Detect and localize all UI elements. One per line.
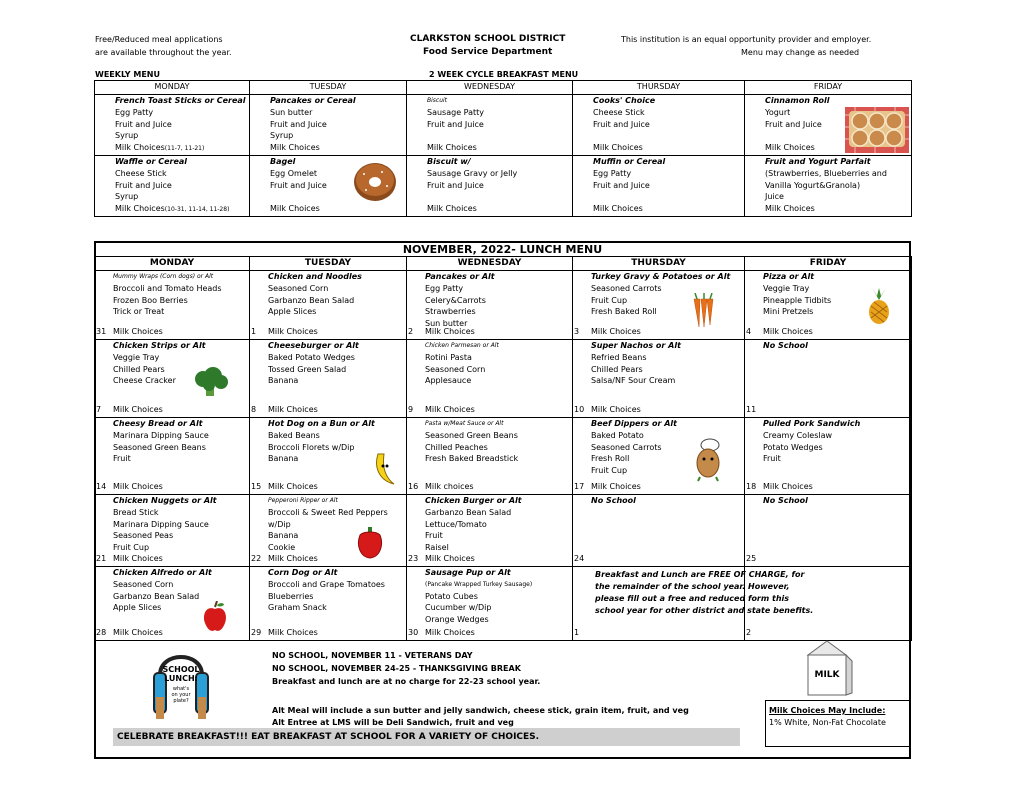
lunch-entree: Beef Dippers or Alt bbox=[591, 419, 677, 428]
lunch-item: Veggie Tray bbox=[113, 352, 160, 362]
bk-milk bbox=[407, 142, 572, 154]
lunch-item: Baked Beans bbox=[268, 430, 320, 440]
menu-change-note: Menu may change as needed bbox=[741, 48, 860, 57]
lunch-item: Fresh Baked Roll bbox=[591, 307, 657, 317]
lunch-item: Frozen Boo Berries bbox=[113, 295, 188, 305]
lunch-day-cell bbox=[745, 418, 912, 495]
note-no-charge: Breakfast and lunch are at no charge for 22-23 school year. bbox=[272, 677, 541, 686]
bk-milk bbox=[250, 203, 406, 215]
lunch-item: Fruit Cup bbox=[591, 466, 628, 476]
lunch-date-number: 18 bbox=[746, 482, 757, 492]
lunch-item: Seasoned Corn bbox=[268, 283, 329, 293]
cinnamon-roll-image bbox=[845, 107, 909, 153]
lunch-date-number: 7 bbox=[96, 405, 102, 415]
lunch-week-row bbox=[95, 495, 912, 567]
milk-carton-image bbox=[800, 639, 854, 697]
lunch-date-number: 23 bbox=[408, 554, 419, 564]
lunch-entree: Super Nachos or Alt bbox=[591, 341, 681, 350]
lunch-day-cell bbox=[745, 340, 912, 418]
lunch-item: Cookie bbox=[268, 543, 296, 553]
bk-item: Egg Patty bbox=[115, 107, 154, 117]
lunch-day-cell bbox=[95, 495, 250, 567]
bk-item-title: Cinnamon Roll bbox=[765, 96, 830, 105]
lunch-entree: Chicken Alfredo or Alt bbox=[113, 568, 212, 577]
bk-item-title: Biscuit bbox=[427, 97, 448, 104]
note-veterans: NO SCHOOL, NOVEMBER 11 - VETERANS DAY bbox=[272, 651, 473, 660]
bk-item: Yogurt bbox=[765, 107, 791, 117]
bk-week1-cell-2 bbox=[407, 95, 573, 156]
bk-week1-cell-0 bbox=[95, 95, 250, 156]
lunch-item: Seasoned Peas bbox=[113, 531, 174, 541]
milk-carton-label: MILK bbox=[814, 670, 840, 680]
ln-day-tue: TUESDAY bbox=[250, 257, 407, 271]
lunch-date-number: 15 bbox=[251, 482, 262, 492]
lunch-date-number: 14 bbox=[96, 482, 107, 492]
lunch-item: Sun butter bbox=[425, 319, 468, 329]
bk-item-title: Bagel bbox=[270, 156, 296, 166]
bk-week2-cell-3 bbox=[573, 155, 745, 216]
lunch-item: Egg Patty bbox=[425, 283, 464, 293]
bk-item bbox=[407, 191, 572, 203]
bk-milk bbox=[250, 142, 406, 154]
school-lunch-logo bbox=[150, 645, 212, 727]
lunch-entree: Chicken Parmesan or Alt bbox=[425, 342, 499, 349]
bk-milk-dates: (10-31, 11-14, 11-28) bbox=[164, 206, 230, 214]
bk-item: Fruit and Juice bbox=[270, 180, 327, 190]
bk-item: Juice bbox=[765, 192, 784, 202]
bk-item: Fruit and Juice bbox=[765, 119, 822, 129]
bk-milk-label: Milk Choices bbox=[270, 143, 320, 153]
bk-week1-cell-3 bbox=[573, 95, 745, 156]
bk-day-fri: FRIDAY bbox=[745, 81, 912, 95]
lunch-item: Baked Potato bbox=[591, 430, 644, 440]
lunch-milk: Milk Choices bbox=[425, 628, 475, 638]
lunch-item: Baked Potato Wedges bbox=[268, 352, 355, 362]
logo-text-plate: plate? bbox=[173, 698, 189, 704]
lunch-item: Fruit bbox=[425, 531, 443, 541]
milk-choices-text: 1% White, Non-Fat Chocolate bbox=[769, 718, 886, 727]
lunch-item: Fruit bbox=[763, 454, 781, 464]
broccoli-image bbox=[193, 367, 229, 397]
lunch-item: Garbanzo Bean Salad bbox=[113, 591, 200, 601]
lunch-day-cell bbox=[407, 340, 573, 418]
bk-item: Syrup bbox=[270, 131, 294, 141]
bk-item: Fruit and Juice bbox=[593, 119, 650, 129]
alt-entree-note: Alt Entree at LMS will be Deli Sandwich, fruit and veg bbox=[272, 718, 514, 727]
lunch-milk: Milk Choices bbox=[113, 327, 163, 337]
lunch-week-row bbox=[95, 271, 912, 340]
lunch-day-cell bbox=[95, 418, 250, 495]
ln-day-thu: THURSDAY bbox=[573, 257, 745, 271]
lunch-entree: Chicken Nuggets or Alt bbox=[113, 496, 217, 505]
bk-item: Fruit and Juice bbox=[427, 180, 484, 190]
lunch-day-cell bbox=[407, 495, 573, 567]
lunch-item: Cheese Cracker bbox=[113, 376, 176, 386]
free-reduced-line1: Free/Reduced meal applications bbox=[95, 35, 223, 44]
lunch-item: Fresh Baked Breadstick bbox=[425, 454, 519, 464]
apple-image bbox=[202, 601, 228, 633]
bk-milk-label: Milk Choices bbox=[427, 204, 477, 214]
logo-text-whats: what's bbox=[172, 686, 190, 692]
bk-item: Cheese Stick bbox=[115, 168, 167, 178]
lunch-item: Trick or Treat bbox=[113, 307, 165, 317]
free-reduced-line2: are available throughout the year. bbox=[95, 48, 232, 57]
bk-item: Syrup bbox=[115, 192, 139, 202]
lunch-milk: Milk Choices bbox=[763, 482, 813, 492]
lunch-day-cell bbox=[573, 495, 745, 567]
lunch-milk: Milk Choices bbox=[763, 327, 813, 337]
lunch-week-row bbox=[95, 418, 912, 495]
lunch-entree: Chicken Strips or Alt bbox=[113, 341, 206, 350]
lunch-date-number: 16 bbox=[408, 482, 419, 492]
lunch-day-cell bbox=[407, 271, 573, 340]
bk-item-title: Biscuit w/ bbox=[427, 156, 471, 166]
lunch-item: Veggie Tray bbox=[763, 283, 810, 293]
lunch-item: Bread Stick bbox=[113, 507, 159, 517]
bk-item-title: Muffin or Cereal bbox=[593, 156, 666, 166]
pineapple-image bbox=[866, 288, 892, 324]
lunch-item: Graham Snack bbox=[268, 603, 327, 613]
lunch-date-number: 11 bbox=[746, 405, 757, 415]
lunch-date-number: 3 bbox=[574, 327, 580, 337]
lunch-entree: No School bbox=[763, 341, 808, 350]
red-pepper-image bbox=[356, 527, 384, 559]
lunch-item: Apple Slices bbox=[268, 307, 317, 317]
bk-milk-dates: (11-7, 11-21) bbox=[164, 145, 205, 153]
lunch-milk: Milk Choices bbox=[268, 628, 318, 638]
lunch-milk: Milk Choices bbox=[113, 405, 163, 415]
lunch-milk: Milk Choices bbox=[268, 405, 318, 415]
lunch-entree: Turkey Gravy & Potatoes or Alt bbox=[591, 272, 731, 281]
bk-milk-label: Milk Choices bbox=[115, 143, 165, 153]
lunch-milk: Milk choices bbox=[425, 482, 474, 492]
lunch-milk: Milk Choices bbox=[591, 482, 641, 492]
department-name: Food Service Department bbox=[423, 47, 553, 57]
lunch-date-number: 10 bbox=[574, 405, 585, 415]
lunch-date-number: 4 bbox=[746, 327, 752, 337]
lunch-item: Creamy Coleslaw bbox=[763, 430, 833, 440]
lunch-day-cell bbox=[407, 567, 573, 641]
bk-milk bbox=[573, 142, 744, 154]
bk-day-tue: TUESDAY bbox=[250, 81, 407, 95]
lunch-entree: Cheeseburger or Alt bbox=[268, 341, 359, 350]
lunch-item: Salsa/NF Sour Cream bbox=[591, 376, 676, 386]
lunch-day-cell bbox=[573, 340, 745, 418]
lunch-day-cell bbox=[407, 418, 573, 495]
bk-milk bbox=[745, 203, 911, 215]
lunch-date-number: 28 bbox=[96, 628, 107, 638]
lunch-item: Broccoli and Tomato Heads bbox=[113, 283, 222, 293]
breakfast-table bbox=[94, 80, 912, 217]
lunch-item: Banana bbox=[268, 531, 299, 541]
lunch-item: Lettuce/Tomato bbox=[425, 519, 487, 529]
lunch-entree: Hot Dog on a Bun or Alt bbox=[268, 419, 375, 428]
bk-item: Fruit and Juice bbox=[115, 180, 172, 190]
lunch-item: Strawberries bbox=[425, 307, 476, 317]
lunch-item: Refried Beans bbox=[591, 352, 647, 362]
bk-week1-cell-1 bbox=[250, 95, 407, 156]
logo-text-school: SCHOOL bbox=[162, 665, 200, 674]
lunch-date-number: 30 bbox=[408, 628, 419, 638]
bk-item bbox=[573, 191, 744, 203]
lunch-item: Chilled Pears bbox=[113, 364, 165, 374]
lunch-item: Seasoned Corn bbox=[425, 364, 486, 374]
lunch-milk: Milk Choices bbox=[113, 482, 163, 492]
free-of-charge-note: Breakfast and Lunch are FREE OF CHARGE, for the remainder of the school year. However, please fill out a free and reduced form this school year for other district and state benefits. bbox=[595, 570, 814, 615]
milk-choices-title: Milk Choices May Include: bbox=[769, 706, 886, 715]
bk-item bbox=[573, 130, 744, 142]
lunch-item: Fresh Roll bbox=[591, 454, 630, 464]
bk-week2-cell-0 bbox=[95, 155, 250, 216]
bk-milk-label: Milk Choices bbox=[765, 143, 815, 153]
bk-item: Egg Omelet bbox=[270, 168, 318, 178]
bk-item: Sausage Gravy or Jelly bbox=[427, 168, 518, 178]
bk-item: Egg Patty bbox=[593, 168, 632, 178]
lunch-entree: Pizza or Alt bbox=[763, 272, 815, 281]
lunch-entree: Pasta w/Meat Sauce or Alt bbox=[425, 420, 504, 427]
bk-item: Fruit and Juice bbox=[593, 180, 650, 190]
lunch-day-cell bbox=[573, 271, 745, 340]
bk-milk bbox=[573, 203, 744, 215]
bk-milk-label: Milk Choices bbox=[593, 204, 643, 214]
bk-item-title: Pancakes or Cereal bbox=[270, 96, 356, 105]
lunch-date-number: 1 bbox=[251, 327, 257, 337]
lunch-item: Mini Pretzels bbox=[763, 307, 814, 317]
lunch-title: NOVEMBER, 2022- LUNCH MENU bbox=[402, 243, 603, 256]
lunch-day-cell bbox=[250, 340, 407, 418]
lunch-item: Apple Slices bbox=[113, 603, 162, 613]
lunch-item: Marinara Dipping Sauce bbox=[113, 519, 209, 529]
bk-item: Sun butter bbox=[270, 107, 313, 117]
lunch-item: Seasoned Carrots bbox=[591, 442, 662, 452]
lunch-date-number: 9 bbox=[408, 405, 414, 415]
bk-item: Cheese Stick bbox=[593, 107, 645, 117]
lunch-item: Seasoned Carrots bbox=[591, 283, 662, 293]
lunch-item: Cucumber w/Dip bbox=[425, 603, 492, 613]
bk-milk bbox=[95, 142, 249, 155]
lunch-item: Garbanzo Bean Salad bbox=[268, 295, 355, 305]
lunch-entree: No School bbox=[763, 496, 808, 505]
lunch-milk: Milk Choices bbox=[425, 554, 475, 564]
bk-item: Fruit and Juice bbox=[115, 119, 172, 129]
bk-item-title: Waffle or Cereal bbox=[115, 156, 188, 166]
bk-milk-label: Milk Choices bbox=[765, 204, 815, 214]
lunch-item: Broccoli Florets w/Dip bbox=[268, 442, 355, 452]
lunch-entree: Pepperoni Ripper or Alt bbox=[268, 497, 338, 504]
banana-image bbox=[372, 452, 400, 486]
logo-text-onyour: on your bbox=[171, 692, 191, 698]
bk-day-wed: WEDNESDAY bbox=[407, 81, 573, 95]
lunch-item: Banana bbox=[268, 454, 299, 464]
bk-item bbox=[407, 130, 572, 142]
lunch-entree: Pancakes or Alt bbox=[425, 272, 495, 281]
bk-item-title: Fruit and Yogurt Parfait bbox=[765, 156, 871, 166]
bagel-image bbox=[352, 160, 398, 204]
bk-milk-label: Milk Choices bbox=[115, 204, 165, 214]
lunch-milk: Milk Choices bbox=[113, 554, 163, 564]
bk-item: Fruit and Juice bbox=[427, 119, 484, 129]
bk-milk-label: Milk Choices bbox=[427, 143, 477, 153]
bk-milk bbox=[407, 203, 572, 215]
lunch-date-number: 1 bbox=[574, 628, 580, 638]
potato-chef-image bbox=[690, 437, 730, 482]
lunch-item: Chilled Pears bbox=[591, 364, 643, 374]
lunch-milk: Milk Choices bbox=[591, 405, 641, 415]
bk-item: Vanilla Yogurt&Granola) bbox=[765, 180, 861, 190]
lunch-date-number: 25 bbox=[746, 554, 757, 564]
bk-milk bbox=[95, 203, 249, 216]
bk-item-title: French Toast Sticks or Cereal bbox=[115, 96, 246, 105]
cycle-label: 2 WEEK CYCLE BREAKFAST MENU bbox=[429, 70, 579, 79]
bk-milk-label: Milk Choices bbox=[270, 204, 320, 214]
lunch-date-number: 8 bbox=[251, 405, 257, 415]
lunch-date-number: 24 bbox=[574, 554, 585, 564]
lunch-date-number: 2 bbox=[746, 628, 752, 638]
lunch-day-cell bbox=[745, 495, 912, 567]
bk-week2-cell-2 bbox=[407, 155, 573, 216]
lunch-entree: Chicken Burger or Alt bbox=[425, 496, 522, 505]
lunch-item: Orange Wedges bbox=[425, 615, 489, 625]
bk-milk-label: Milk Choices bbox=[593, 143, 643, 153]
lunch-date-number: 29 bbox=[251, 628, 262, 638]
bk-day-mon: MONDAY bbox=[95, 81, 250, 95]
lunch-item: Broccoli and Grape Tomatoes bbox=[268, 579, 385, 589]
lunch-item: Fruit bbox=[113, 454, 131, 464]
alt-meal-note: Alt Meal will include a sun butter and jelly sandwich, cheese stick, grain item, fruit, and veg bbox=[272, 706, 689, 715]
lunch-milk: Milk Choices bbox=[268, 554, 318, 564]
logo-text-lunch: LUNCH: bbox=[164, 674, 198, 683]
lunch-item: Raisel bbox=[425, 543, 449, 553]
lunch-entree: Sausage Pup or Alt bbox=[425, 568, 511, 577]
lunch-item: Fruit Cup bbox=[591, 295, 628, 305]
carrots-image bbox=[690, 293, 716, 329]
lunch-date-number: 2 bbox=[408, 327, 414, 337]
lunch-day-cell bbox=[250, 567, 407, 641]
bk-item: (Strawberries, Blueberries and bbox=[765, 168, 887, 178]
note-thanksgiving: NO SCHOOL, NOVEMBER 24-25 - THANKSGIVING BREAK bbox=[272, 664, 521, 673]
lunch-item: Seasoned Green Beans bbox=[113, 442, 206, 452]
lunch-item: Celery&Carrots bbox=[425, 295, 486, 305]
lunch-day-cell bbox=[250, 271, 407, 340]
lunch-entree: Pulled Pork Sandwich bbox=[763, 419, 861, 428]
lunch-entree: No School bbox=[591, 496, 636, 505]
lunch-item: Fruit Cup bbox=[113, 543, 150, 553]
lunch-item: Tossed Green Salad bbox=[268, 364, 347, 374]
lunch-item: Rotini Pasta bbox=[425, 352, 472, 362]
lunch-milk: Milk Choices bbox=[268, 482, 318, 492]
district-name: CLARKSTON SCHOOL DISTRICT bbox=[410, 34, 566, 44]
bk-item: Sausage Patty bbox=[427, 107, 485, 117]
bk-item: Fruit and Juice bbox=[270, 119, 327, 129]
lunch-date-number: 31 bbox=[96, 327, 107, 337]
bk-item: Syrup bbox=[115, 131, 139, 141]
bk-day-thu: THURSDAY bbox=[573, 81, 745, 95]
lunch-date-number: 22 bbox=[251, 554, 262, 564]
ln-day-mon: MONDAY bbox=[95, 257, 250, 271]
lunch-item: Potato Cubes bbox=[425, 591, 478, 601]
ln-day-fri: FRIDAY bbox=[745, 257, 912, 271]
lunch-milk: Milk Choices bbox=[268, 327, 318, 337]
lunch-item: Applesauce bbox=[425, 376, 472, 386]
lunch-item: Banana bbox=[268, 376, 299, 386]
lunch-item: Potato Wedges bbox=[763, 442, 823, 452]
lunch-milk: Milk Choices bbox=[591, 327, 641, 337]
lunch-item: Broccoli & Sweet Red Peppers bbox=[268, 507, 388, 517]
lunch-item: (Pancake Wrapped Turkey Sausage) bbox=[425, 580, 533, 588]
lunch-item: Seasoned Corn bbox=[113, 579, 174, 589]
lunch-item: Marinara Dipping Sauce bbox=[113, 430, 209, 440]
lunch-date-number: 17 bbox=[574, 482, 585, 492]
lunch-entree: Cheesy Bread or Alt bbox=[113, 419, 203, 428]
lunch-day-cell bbox=[95, 271, 250, 340]
lunch-day-header bbox=[94, 256, 912, 271]
lunch-milk: Milk Choices bbox=[425, 327, 475, 337]
bk-item-title: Cooks' Choice bbox=[593, 96, 656, 105]
lunch-milk: Milk Choices bbox=[425, 405, 475, 415]
bk-week2-cell-4 bbox=[745, 155, 912, 216]
lunch-item: w/Dip bbox=[268, 519, 291, 529]
lunch-entree: Corn Dog or Alt bbox=[268, 568, 338, 577]
milk-choices-box bbox=[765, 700, 911, 747]
lunch-milk: Milk Choices bbox=[113, 628, 163, 638]
lunch-item: Seasoned Green Beans bbox=[425, 430, 518, 440]
lunch-date-number: 21 bbox=[96, 554, 107, 564]
lunch-entree: Mummy Wraps (Corn dogs) or Alt bbox=[113, 273, 214, 280]
lunch-item: Blueberries bbox=[268, 591, 314, 601]
celebrate-banner: CELEBRATE BREAKFAST!!! EAT BREAKFAST AT SCHOOL FOR A VARIETY OF CHOICES. bbox=[113, 728, 740, 746]
lunch-item: Pineapple Tidbits bbox=[763, 295, 832, 305]
equal-opportunity: This institution is an equal opportunity provider and employer. bbox=[621, 35, 872, 44]
notes-block bbox=[272, 649, 540, 688]
lunch-item: Chilled Peaches bbox=[425, 442, 488, 452]
lunch-item: Garbanzo Bean Salad bbox=[425, 507, 512, 517]
ln-day-wed: WEDNESDAY bbox=[407, 257, 573, 271]
weekly-menu-label: WEEKLY MENU bbox=[95, 70, 160, 79]
lunch-entree: Chicken and Noodles bbox=[268, 272, 362, 281]
